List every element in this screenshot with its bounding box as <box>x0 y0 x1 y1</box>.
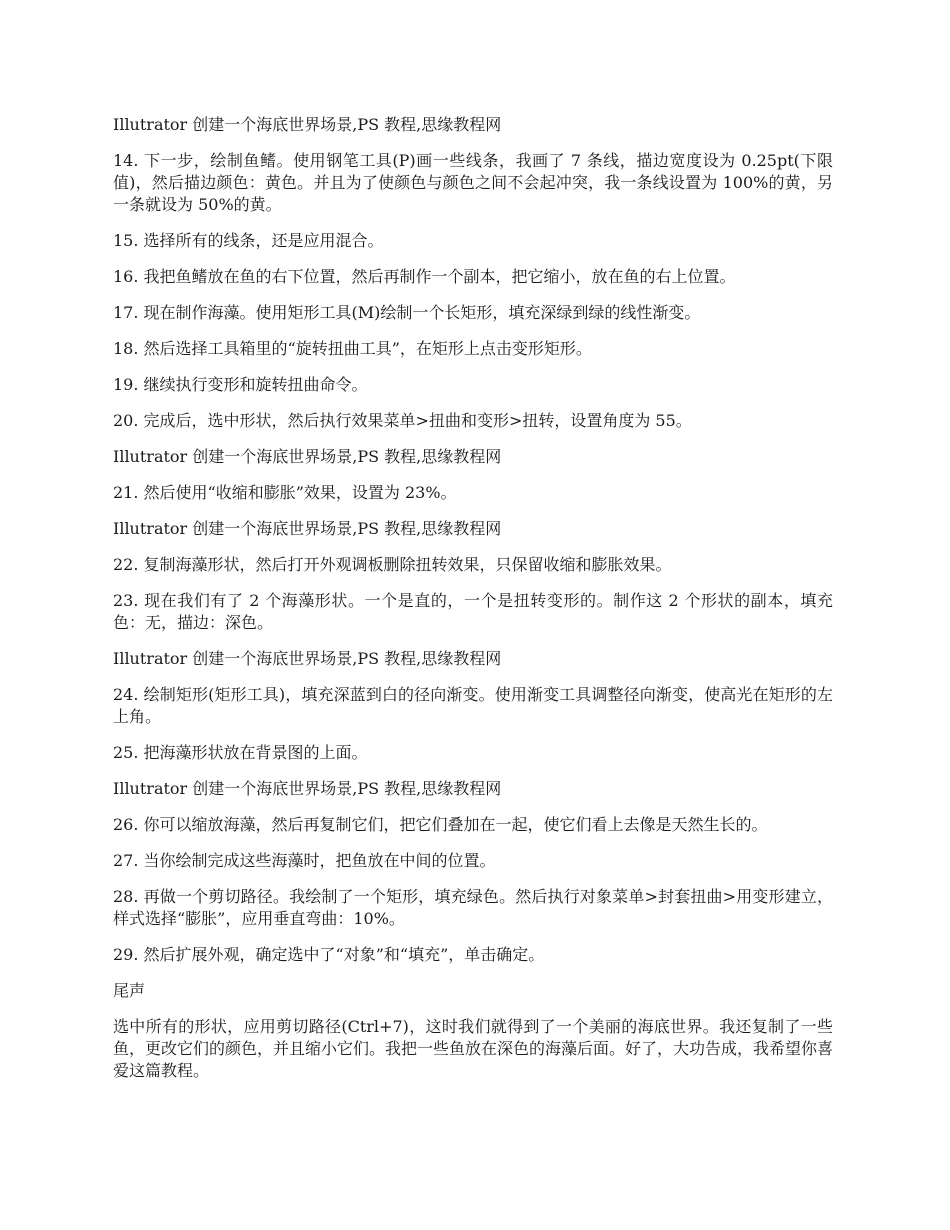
caption-line: Illutrator 创建一个海底世界场景,PS 教程,思缘教程网 <box>113 447 502 466</box>
step-18: 18. 然后选择工具箱里的“旋转扭曲工具”，在矩形上点击变形矩形。 <box>113 339 592 358</box>
step-23: 23. 现在我们有了 2 个海藻形状。一个是直的，一个是扭转变形的。制作这 2 个形状的副本，填充色：无，描边：深色。 <box>113 591 833 632</box>
step-19: 19. 继续执行变形和旋转扭曲命令。 <box>113 375 368 394</box>
step-20: 20. 完成后，选中形状，然后执行效果菜单>扭曲和变形>扭转，设置角度为 55。 <box>113 411 692 430</box>
caption-line: Illutrator 创建一个海底世界场景,PS 教程,思缘教程网 <box>113 779 502 798</box>
step-26: 26. 你可以缩放海藻，然后再复制它们，把它们叠加在一起，使它们看上去像是天然生长的。 <box>113 815 768 834</box>
step-21: 21. 然后使用“收缩和膨胀”效果，设置为 23%。 <box>113 483 457 502</box>
epilogue-paragraph: 选中所有的形状，应用剪切路径(Ctrl+7)，这时我们就得到了一个美丽的海底世界。我还复制了一些鱼，更改它们的颜色，并且缩小它们。我把一些鱼放在深色的海藻后面。好了，大功告成，我希望你喜爱这篇教程。 <box>113 1017 834 1080</box>
caption-line: Illutrator 创建一个海底世界场景,PS 教程,思缘教程网 <box>113 649 502 668</box>
step-24: 24. 绘制矩形(矩形工具)，填充深蓝到白的径向渐变。使用渐变工具调整径向渐变，使高光在矩形的左上角。 <box>113 685 833 726</box>
step-17: 17. 现在制作海藻。使用矩形工具(M)绘制一个长矩形，填充深绿到绿的线性渐变。 <box>113 303 701 322</box>
step-28: 28. 再做一个剪切路径。我绘制了一个矩形，填充绿色。然后执行对象菜单>封套扭曲>用变形建立，样式选择“膨胀”，应用垂直弯曲：10%。 <box>113 887 833 928</box>
caption-line: Illutrator 创建一个海底世界场景,PS 教程,思缘教程网 <box>113 115 502 134</box>
step-15: 15. 选择所有的线条，还是应用混合。 <box>113 231 384 250</box>
caption-line: Illutrator 创建一个海底世界场景,PS 教程,思缘教程网 <box>113 519 502 538</box>
document-body <box>113 114 833 1096</box>
step-22: 22. 复制海藻形状，然后打开外观调板删除扭转效果，只保留收缩和膨胀效果。 <box>113 555 672 574</box>
step-16: 16. 我把鱼鳍放在鱼的右下位置，然后再制作一个副本，把它缩小，放在鱼的右上位置。 <box>113 267 736 286</box>
step-25: 25. 把海藻形状放在背景图的上面。 <box>113 743 368 762</box>
step-27: 27. 当你绘制完成这些海藻时，把鱼放在中间的位置。 <box>113 851 496 870</box>
section-heading-epilogue: 尾声 <box>113 981 146 1000</box>
step-29: 29. 然后扩展外观，确定选中了“对象”和“填充”，单击确定。 <box>113 945 545 964</box>
step-14: 14. 下一步，绘制鱼鳍。使用钢笔工具(P)画一些线条，我画了 7 条线，描边宽度设为 0.25pt(下限值)，然后描边颜色：黄色。并且为了使颜色与颜色之间不会起冲突，我一条线设置为 100%的黄，另一条就设为 50%的黄。 <box>113 151 833 214</box>
